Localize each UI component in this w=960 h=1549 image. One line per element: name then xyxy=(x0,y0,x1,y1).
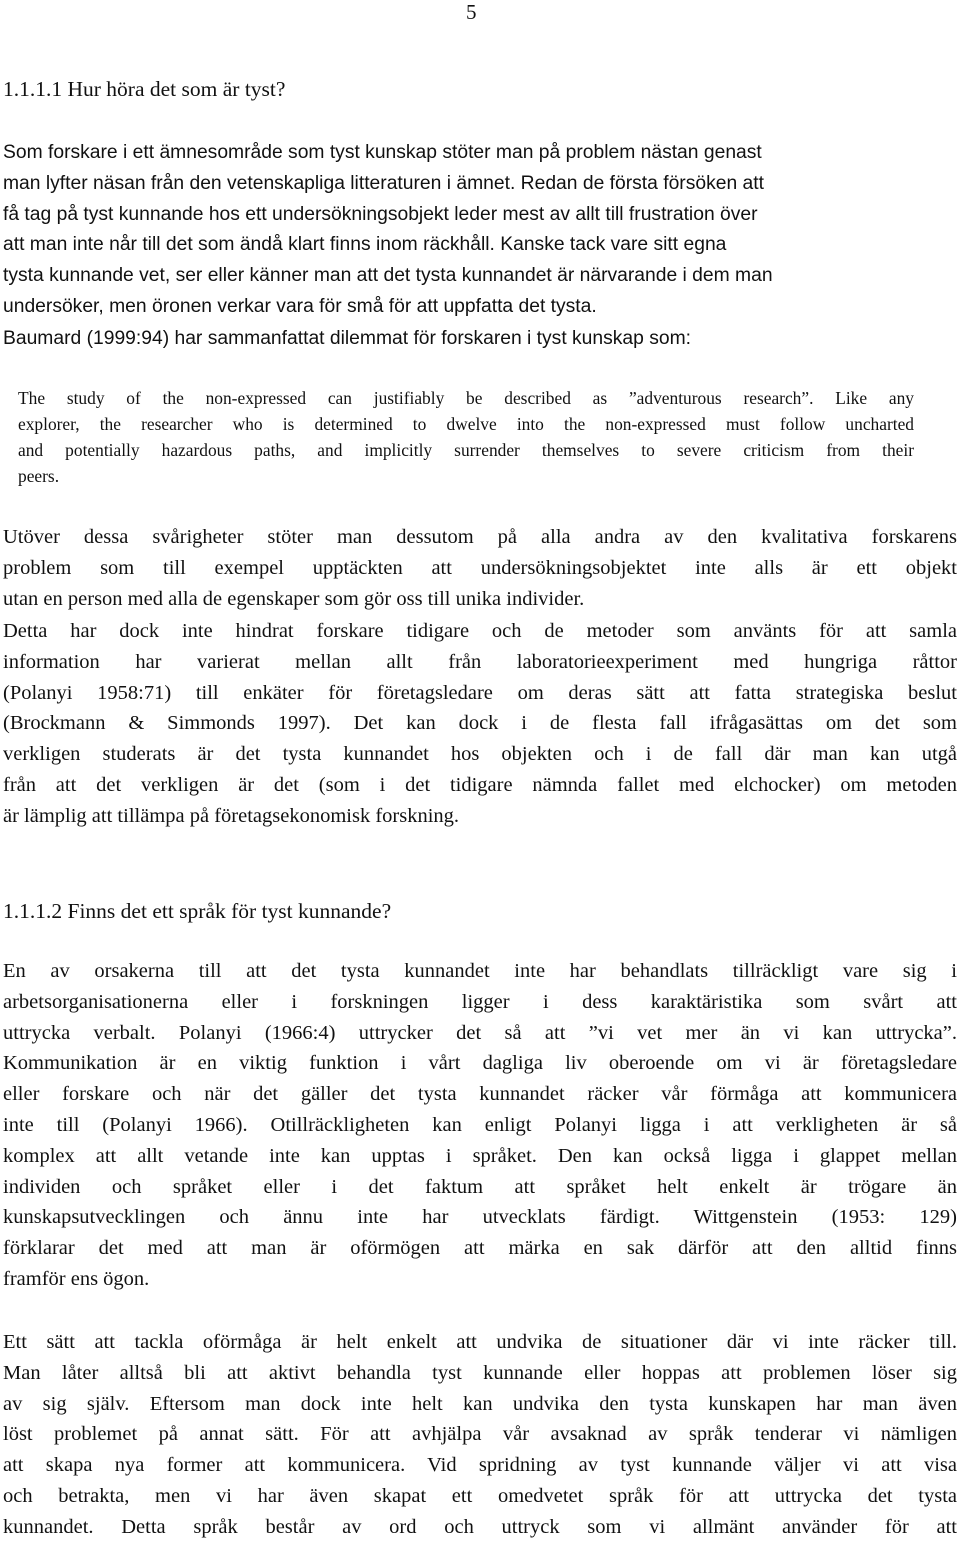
text-line: Detta har dock inte hindrat forskare tidigare och de metoder som använts för att samla xyxy=(3,620,957,642)
text-line: uttrycka verbalt. Polanyi (1966:4) uttrycker det så att ”vi vet mer än vi kan uttrycka”. xyxy=(3,1021,957,1044)
text-line: Som forskare i ett ämnesområde som tyst kunskap stöter man på problem nästan genast xyxy=(3,142,762,163)
block-quote-baumard xyxy=(18,385,914,489)
paragraph-methods xyxy=(3,616,957,832)
text-line: få tag på tyst kunnande hos ett undersökningsobjekt leder mest av allt till frustration över xyxy=(3,203,758,225)
text-line: från att det verkligen är det (som i det tidigare nämnda fallet med elchocker) om metoden xyxy=(3,773,957,796)
text-line: arbetsorganisationerna eller i forskningen ligger i dess karaktäristika som svårt att xyxy=(3,990,957,1013)
text-line: undersöker, men öronen verkar vara för små för att uppfatta det tysta. xyxy=(3,295,597,317)
text-line: Ett sätt att tackla oförmåga är helt enkelt att undvika de situationer där vi inte räcker till. xyxy=(3,1331,957,1353)
paragraph-reasons xyxy=(3,956,957,1295)
text-line: inte till (Polanyi 1966). Otillräckligheten kan enligt Polanyi ligga i att verkligheten är så xyxy=(3,1113,957,1136)
text-line: (Brockmann & Simmonds 1997). Det kan dock i de flesta fall ifrågasättas om det som xyxy=(3,712,957,735)
section-heading-hur-hora: 1.1.1.1 Hur höra det som är tyst? xyxy=(3,77,286,101)
paragraph-baumard-intro xyxy=(3,324,957,355)
text-line: är lämplig att tillämpa på företagsekonomisk forskning. xyxy=(3,804,460,827)
text-line: av sig själv. Eftersom man dock inte helt kan undvika den tysta kunskapen har man även xyxy=(3,1392,957,1415)
text-line: framför ens ögon. xyxy=(3,1267,150,1290)
quote-line: and potentially hazardous paths, and implicitly surrender themselves to severe criticism from their xyxy=(18,440,914,460)
text-line: eller forskare och när det gäller det tysta kunnandet räcker vår förmåga att kommunicera xyxy=(3,1083,957,1106)
quote-line: peers. xyxy=(18,466,60,486)
paragraph-difficulties xyxy=(3,522,957,614)
text-line: problem som till exempel upptäckten att undersökningsobjektet inte alls är ett objekt xyxy=(3,556,957,579)
text-line: Man låter alltså bli att aktivt behandla tyst kunnande eller hoppas att problemen löser sig xyxy=(3,1361,957,1384)
text-line: Baumard (1999:94) har sammanfattat dilemmat för forskaren i tyst kunskap som: xyxy=(3,328,691,349)
text-line: utan en person med alla de egenskaper som gör oss till unika individer. xyxy=(3,587,585,610)
text-line: information har varierat mellan allt från laboratorieexperiment med hungriga råttor xyxy=(3,650,957,673)
text-line: löst problemet på annat sätt. För att avhjälpa vår avsaknad av språk tenderar vi nämligen xyxy=(3,1423,957,1446)
text-line: Kommunikation är en viktig funktion i vårt dagliga liv oberoende om vi är företagsledare xyxy=(3,1052,957,1075)
text-line: verkligen studerats är det tysta kunnandet hos objekten och i de fall där man kan utgå xyxy=(3,743,957,766)
page-number: 5 xyxy=(466,0,477,24)
text-line: tysta kunnande vet, ser eller känner man att det tysta kunnandet är närvarande i dem man xyxy=(3,265,773,287)
section-heading-finns-sprak: 1.1.1.2 Finns det ett språk för tyst kunnande? xyxy=(3,899,392,923)
paragraph-tackling xyxy=(3,1327,957,1543)
text-line: förklarar det med att man är oförmögen att märka en sak därför att den alltid finns xyxy=(3,1237,957,1260)
quote-line: The study of the non-expressed can justifiably be described as ”adventurous research”. Like any xyxy=(18,388,914,408)
text-line: komplex att allt vetande inte kan upptas i språket. Den kan också ligga i glappet mellan xyxy=(3,1144,957,1167)
text-line: man lyfter näsan från den vetenskapliga litteraturen i ämnet. Redan de första försöken att xyxy=(3,172,764,194)
quote-line: explorer, the researcher who is determined to dwelve into the non-expressed must follow uncharted xyxy=(18,414,914,434)
text-line: individen och språket eller i det faktum att språket helt enkelt är trögare än xyxy=(3,1175,957,1198)
text-line: En av orsakerna till att det tysta kunnandet inte har behandlats tillräckligt vare sig i xyxy=(3,960,957,982)
text-line: kunskapsutvecklingen och ännu inte har utvecklats färdigt. Wittgenstein (1953: 129) xyxy=(3,1206,957,1229)
text-line: kunnandet. Detta språk består av ord och uttryck som vi allmänt använder för att xyxy=(3,1515,957,1538)
text-line: att man inte når till det som ändå klart finns inom räckhåll. Kanske tack vare sitt egna xyxy=(3,234,727,256)
paragraph-intro xyxy=(3,138,957,323)
text-line: (Polanyi 1958:71) till enkäter för företagsledare om deras sätt att fatta strategiska beslut xyxy=(3,681,957,704)
text-line: Utöver dessa svårigheter stöter man dessutom på alla andra av den kvalitativa forskarens xyxy=(3,526,957,548)
text-line: att skapa nya former att kommunicera. Vid spridning av tyst kunnande väljer vi att visa xyxy=(3,1454,957,1477)
text-line: och betrakta, men vi har även skapat ett omedvetet språk för att uttrycka det tysta xyxy=(3,1484,957,1507)
